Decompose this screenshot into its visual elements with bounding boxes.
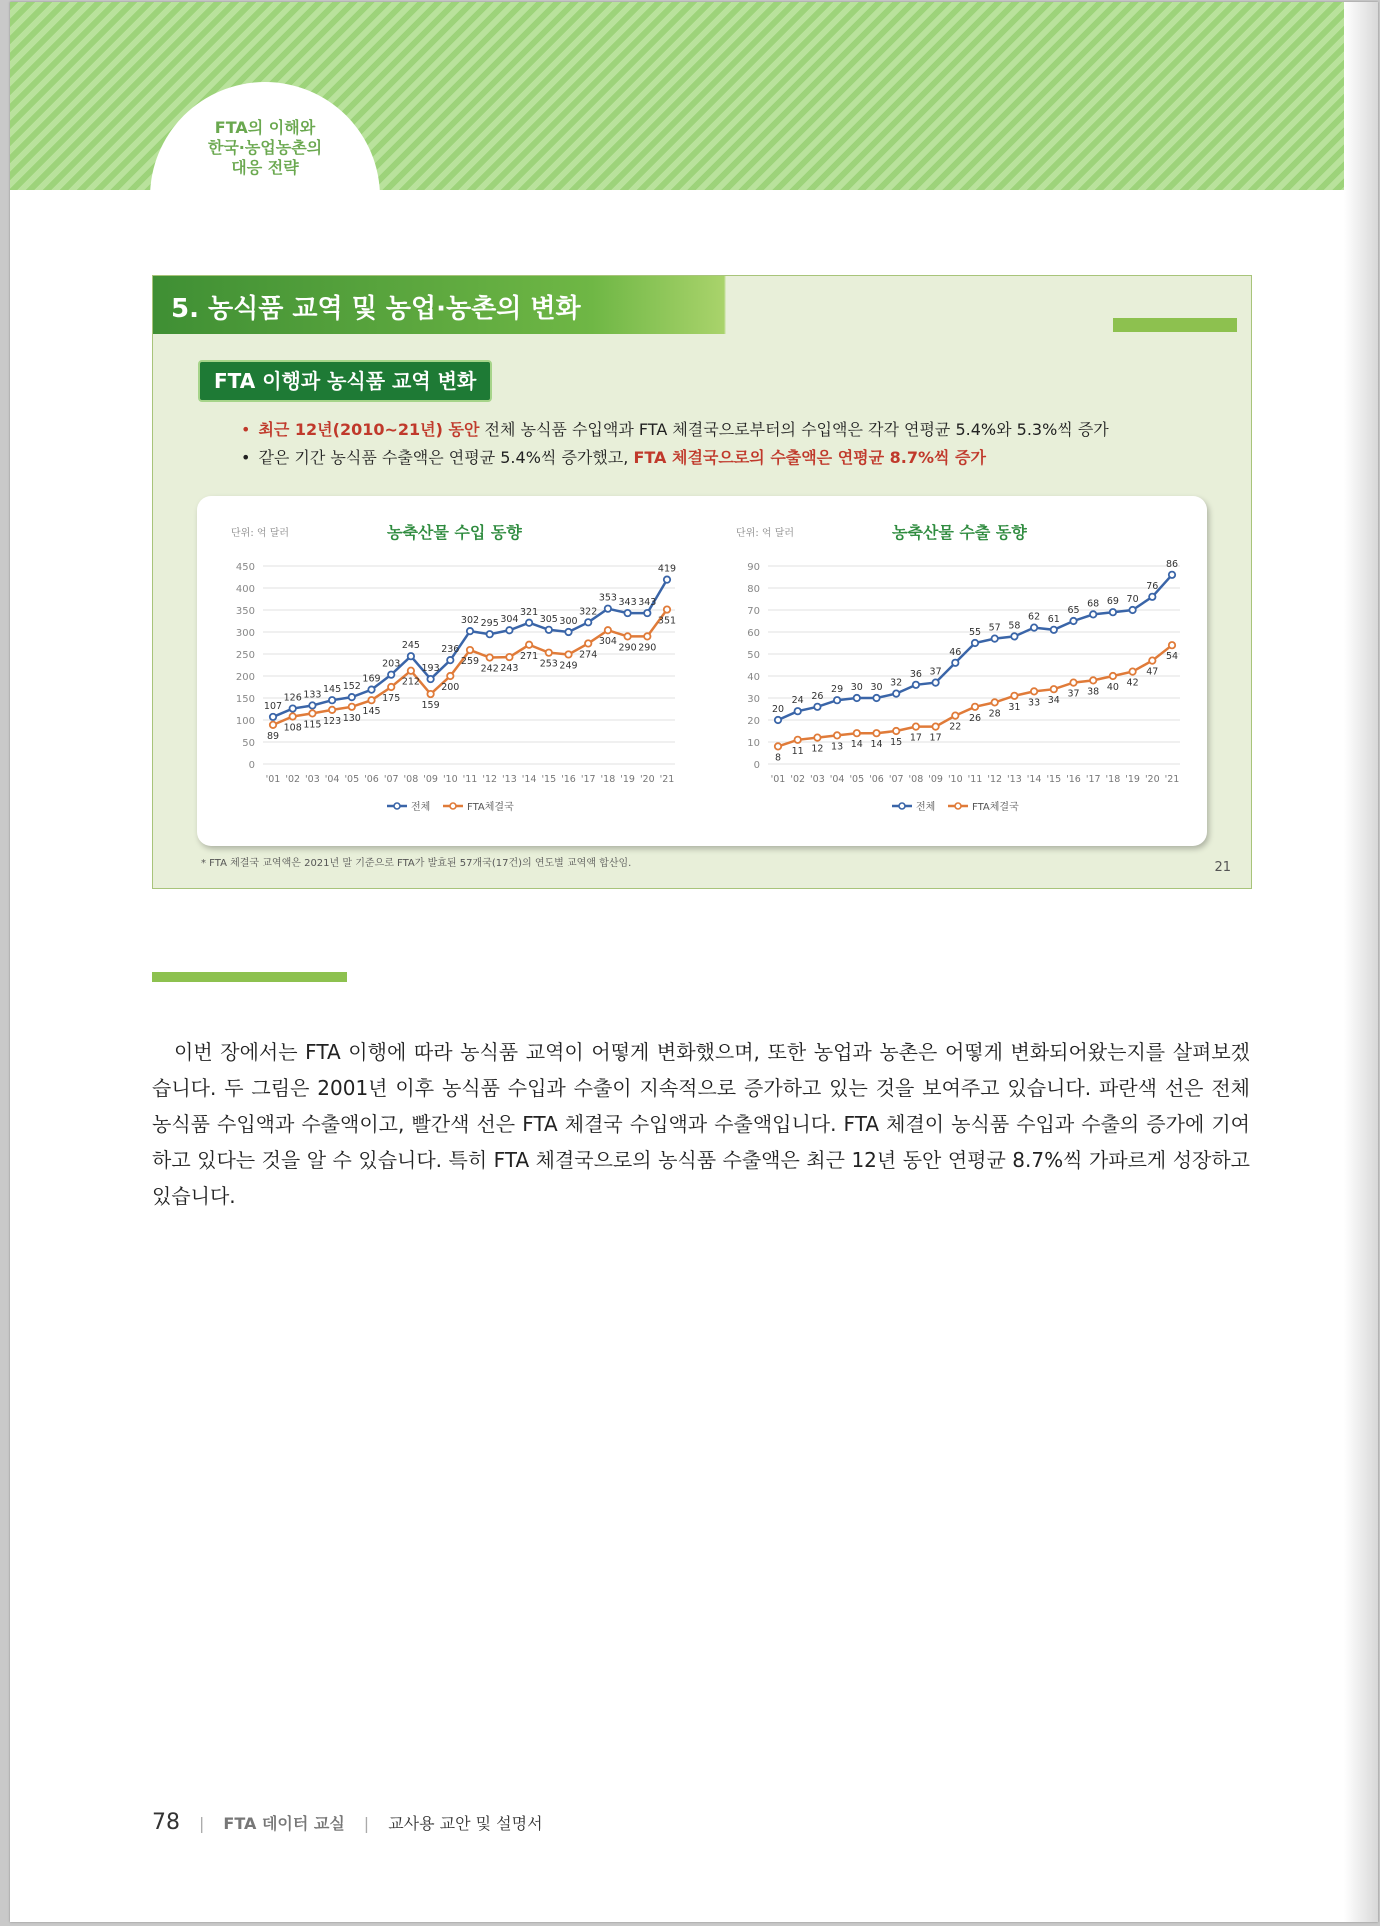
legend-label: 전체 — [916, 802, 936, 813]
x-tick-label: '21 — [659, 774, 675, 785]
data-label: 295 — [480, 618, 499, 630]
y-tick-label: 50 — [747, 650, 760, 661]
x-tick-label: '05 — [344, 774, 360, 785]
data-label: 69 — [1106, 596, 1119, 608]
data-label: 11 — [791, 745, 804, 757]
data-label: 40 — [1106, 682, 1119, 693]
data-label: 249 — [559, 660, 578, 672]
x-tick-label: '08 — [908, 774, 924, 785]
legend-marker — [955, 803, 961, 809]
y-tick-label: 70 — [747, 606, 760, 617]
data-label: 31 — [1008, 701, 1021, 713]
x-tick-label: '11 — [967, 774, 983, 785]
data-point — [1129, 668, 1135, 674]
footer-subtitle: 교사용 교안 및 설명서 — [388, 1814, 543, 1833]
y-tick-label: 0 — [248, 760, 255, 771]
chart-unit: 단위: 억 달러 — [736, 528, 795, 539]
data-label: 145 — [323, 684, 342, 696]
data-label: 259 — [460, 656, 480, 668]
data-point — [992, 699, 998, 705]
x-tick-label: '18 — [1105, 774, 1121, 785]
x-tick-label: '04 — [324, 774, 340, 785]
data-point — [664, 576, 670, 582]
data-label: 242 — [480, 663, 499, 675]
x-tick-label: '13 — [502, 774, 517, 785]
chart-title: 농축산물 수입 동향 — [387, 523, 522, 542]
x-tick-label: '09 — [423, 774, 438, 785]
x-tick-label: '04 — [829, 774, 845, 785]
y-tick-label: 30 — [747, 694, 760, 705]
data-label: 13 — [831, 741, 844, 753]
x-tick-label: '12 — [987, 774, 1003, 785]
data-point — [644, 610, 650, 616]
data-label: 76 — [1146, 580, 1159, 592]
data-point — [605, 605, 611, 611]
data-point — [814, 704, 820, 710]
data-point — [932, 679, 938, 685]
data-label: 159 — [421, 700, 440, 712]
data-point — [1031, 624, 1037, 630]
x-tick-label: '07 — [888, 774, 904, 785]
data-label: 32 — [890, 677, 903, 689]
data-point — [893, 728, 899, 734]
data-label: 36 — [909, 668, 922, 680]
data-label: 47 — [1146, 666, 1159, 678]
data-label: 37 — [929, 666, 942, 678]
data-point — [1129, 607, 1135, 613]
data-label: 26 — [811, 690, 824, 702]
data-label: 14 — [850, 739, 863, 751]
x-tick-label: '20 — [639, 774, 655, 785]
data-point — [467, 628, 473, 634]
x-tick-label: '06 — [364, 774, 379, 785]
data-label: 343 — [618, 597, 637, 609]
data-point — [854, 695, 860, 701]
data-point — [427, 676, 433, 682]
y-tick-label: 10 — [747, 738, 760, 749]
data-point — [972, 704, 978, 710]
data-point — [309, 710, 315, 716]
x-tick-label: '02 — [285, 774, 301, 785]
data-point — [1110, 673, 1116, 679]
x-tick-label: '18 — [600, 774, 616, 785]
data-point — [290, 705, 296, 711]
x-tick-label: '01 — [770, 774, 786, 785]
data-label: 30 — [870, 682, 883, 693]
data-label: 61 — [1047, 613, 1060, 625]
y-tick-label: 0 — [753, 760, 760, 771]
page-footer — [152, 1810, 543, 1835]
y-tick-label: 300 — [235, 628, 255, 639]
bullet-2: • 같은 기간 농식품 수출액은 연평균 5.4%씩 증가했고, FTA 체결국으로의 수출액은 연평균 8.7%씩 증가 — [241, 448, 986, 467]
data-label: 305 — [539, 613, 558, 625]
section-rule — [152, 972, 347, 982]
data-label: 203 — [382, 658, 401, 670]
data-point — [506, 627, 512, 633]
data-point — [329, 697, 335, 703]
y-tick-label: 350 — [235, 606, 255, 617]
data-label: 290 — [618, 642, 637, 654]
data-point — [388, 671, 394, 677]
data-label: 290 — [638, 642, 657, 654]
data-point — [1090, 677, 1096, 683]
data-label: 89 — [266, 730, 280, 742]
data-point — [329, 707, 335, 713]
data-point — [585, 619, 591, 625]
slide-title: 5. 농식품 교역 및 농업·농촌의 변화 — [171, 294, 581, 324]
data-label: 17 — [929, 732, 942, 744]
data-point — [546, 649, 552, 655]
data-label: 169 — [362, 673, 381, 685]
data-point — [664, 606, 670, 612]
data-point — [447, 657, 453, 663]
y-tick-label: 100 — [235, 716, 255, 727]
footnote: * FTA 체결국 교역액은 2021년 말 기준으로 FTA가 발효된 57개국(17건)의 연도별 교역액 합산임. — [201, 858, 632, 869]
data-label: 20 — [771, 704, 785, 715]
data-point — [487, 631, 493, 637]
data-point — [775, 743, 781, 749]
x-tick-label: '06 — [869, 774, 884, 785]
data-point — [1031, 688, 1037, 694]
data-point — [526, 620, 532, 626]
chart-title: 농축산물 수출 동향 — [892, 523, 1027, 542]
x-tick-label: '08 — [403, 774, 419, 785]
y-tick-label: 150 — [235, 694, 255, 705]
data-label: 351 — [657, 615, 677, 627]
x-tick-label: '15 — [541, 774, 557, 785]
data-point — [952, 660, 958, 666]
data-label: 33 — [1028, 697, 1041, 709]
x-tick-label: '14 — [1026, 774, 1042, 785]
data-point — [349, 694, 355, 700]
x-tick-label: '11 — [462, 774, 478, 785]
data-label: 300 — [559, 616, 578, 627]
data-label: 22 — [949, 721, 962, 733]
slide-page-number: 21 — [1214, 860, 1231, 875]
x-tick-label: '16 — [1066, 774, 1081, 785]
data-label: 34 — [1047, 695, 1060, 707]
legend-label: FTA체결국 — [972, 802, 1019, 813]
data-point — [854, 730, 860, 736]
data-label: 245 — [401, 640, 420, 652]
data-point — [913, 682, 919, 688]
data-point — [1169, 572, 1175, 578]
chapter-tab-text: FTA의 이해와 한국·농업농촌의 대응 전략 — [207, 118, 323, 177]
data-point — [1149, 657, 1155, 663]
data-label: 243 — [500, 663, 519, 675]
data-point — [1051, 627, 1057, 633]
data-label: 30 — [850, 682, 863, 693]
y-tick-label: 250 — [235, 650, 255, 661]
data-label: 130 — [342, 712, 361, 724]
footer-separator: | — [199, 1814, 205, 1833]
y-tick-label: 40 — [747, 672, 760, 683]
data-label: 200 — [441, 682, 460, 693]
data-point — [644, 633, 650, 639]
y-tick-label: 450 — [235, 562, 255, 573]
x-tick-label: '03 — [305, 774, 320, 785]
x-tick-label: '01 — [265, 774, 281, 785]
x-tick-label: '09 — [928, 774, 943, 785]
data-point — [526, 642, 532, 648]
data-point — [605, 627, 611, 633]
slide-header-bar — [1113, 318, 1237, 332]
data-point — [546, 627, 552, 633]
data-label: 46 — [949, 646, 962, 658]
data-point — [368, 697, 374, 703]
page-edge — [1344, 2, 1378, 1922]
data-label: 58 — [1008, 620, 1021, 632]
data-label: 54 — [1165, 651, 1179, 663]
data-point — [487, 654, 493, 660]
data-point — [1169, 642, 1175, 648]
x-tick-label: '15 — [1046, 774, 1062, 785]
data-label: 37 — [1067, 688, 1080, 700]
x-tick-label: '10 — [442, 774, 458, 785]
x-tick-label: '19 — [1125, 774, 1140, 785]
legend-marker — [450, 803, 456, 809]
data-label: 17 — [909, 732, 922, 744]
data-point — [427, 691, 433, 697]
data-point — [834, 697, 840, 703]
legend-label: 전체 — [411, 802, 431, 813]
data-label: 236 — [441, 644, 460, 656]
data-label: 123 — [323, 715, 342, 727]
data-label: 8 — [774, 752, 782, 764]
data-label: 322 — [579, 606, 598, 618]
y-tick-label: 400 — [235, 584, 255, 595]
data-label: 42 — [1126, 677, 1139, 689]
data-point — [873, 730, 879, 736]
data-point — [467, 647, 473, 653]
data-point — [447, 673, 453, 679]
data-label: 304 — [598, 636, 617, 648]
data-label: 57 — [988, 622, 1001, 634]
data-label: 26 — [968, 712, 982, 724]
y-tick-label: 50 — [242, 738, 255, 749]
data-point — [624, 633, 630, 639]
x-tick-label: '17 — [580, 774, 596, 785]
data-point — [290, 713, 296, 719]
data-point — [1011, 633, 1017, 639]
data-point — [1011, 693, 1017, 699]
footer-page-number: 78 — [152, 1810, 180, 1835]
data-point — [506, 654, 512, 660]
data-label: 253 — [539, 658, 558, 670]
data-point — [388, 684, 394, 690]
data-label: 29 — [831, 684, 844, 696]
data-label: 12 — [811, 743, 824, 755]
data-point — [893, 690, 899, 696]
data-label: 15 — [890, 737, 903, 748]
x-tick-label: '20 — [1144, 774, 1160, 785]
chart-unit: 단위: 억 달러 — [231, 528, 290, 539]
data-point — [873, 695, 879, 701]
data-point — [309, 702, 315, 708]
data-label: 65 — [1067, 605, 1080, 616]
footer-separator: | — [363, 1814, 370, 1833]
data-label: 152 — [342, 681, 361, 693]
data-label: 68 — [1087, 598, 1100, 610]
data-point — [775, 717, 781, 723]
y-tick-label: 90 — [747, 562, 760, 573]
data-point — [408, 653, 414, 659]
data-label: 193 — [421, 663, 440, 675]
data-point — [795, 708, 801, 714]
x-tick-label: '02 — [790, 774, 806, 785]
data-label: 321 — [520, 606, 539, 618]
data-point — [795, 737, 801, 743]
bullet-1: • 최근 12년(2010~21년) 동안 전체 농식품 수입액과 FTA 체결국으로부터의 수입액은 각각 연평균 5.4%와 5.3%씩 증가 — [241, 420, 1109, 439]
x-tick-label: '21 — [1164, 774, 1180, 785]
x-tick-label: '05 — [849, 774, 865, 785]
data-point — [1051, 686, 1057, 692]
data-point — [992, 635, 998, 641]
x-tick-label: '10 — [947, 774, 963, 785]
data-label: 55 — [968, 627, 982, 638]
slide — [152, 275, 1252, 889]
data-point — [349, 704, 355, 710]
x-tick-label: '12 — [482, 774, 498, 785]
data-label: 343 — [638, 597, 657, 609]
series-line-fta — [778, 645, 1172, 746]
legend-marker — [394, 803, 400, 809]
data-point — [1090, 611, 1096, 617]
data-label: 419 — [657, 563, 677, 575]
y-tick-label: 60 — [747, 628, 760, 639]
x-tick-label: '19 — [620, 774, 635, 785]
data-label: 133 — [303, 689, 322, 701]
y-tick-label: 20 — [747, 716, 760, 727]
legend-marker — [899, 803, 905, 809]
data-label: 175 — [382, 693, 401, 704]
data-label: 353 — [598, 592, 617, 604]
data-point — [565, 651, 571, 657]
data-point — [270, 722, 276, 728]
data-label: 28 — [988, 708, 1001, 720]
data-label: 107 — [263, 700, 283, 712]
y-tick-label: 200 — [235, 672, 255, 683]
y-tick-label: 80 — [747, 584, 760, 595]
data-point — [1070, 618, 1076, 624]
data-point — [814, 734, 820, 740]
x-tick-label: '07 — [383, 774, 399, 785]
export-chart — [702, 496, 1207, 846]
data-point — [913, 723, 919, 729]
data-point — [932, 723, 938, 729]
x-tick-label: '03 — [810, 774, 825, 785]
data-label: 302 — [460, 615, 480, 627]
data-point — [1070, 679, 1076, 685]
data-label: 126 — [283, 692, 302, 704]
data-label: 86 — [1165, 558, 1179, 570]
chart-container — [197, 496, 1207, 846]
section-pill: FTA 이행과 농식품 교역 변화 — [198, 360, 492, 402]
data-point — [270, 714, 276, 720]
data-label: 62 — [1028, 611, 1041, 623]
x-tick-label: '14 — [521, 774, 537, 785]
data-label: 38 — [1087, 686, 1100, 698]
data-point — [972, 640, 978, 646]
data-point — [952, 712, 958, 718]
data-label: 70 — [1126, 594, 1139, 605]
x-tick-label: '16 — [561, 774, 576, 785]
bullet-list — [241, 416, 1109, 472]
data-point — [624, 610, 630, 616]
page — [10, 2, 1378, 1922]
data-label: 271 — [520, 650, 539, 662]
data-point — [834, 732, 840, 738]
data-point — [368, 686, 374, 692]
data-point — [585, 640, 591, 646]
data-point — [565, 629, 571, 635]
data-label: 274 — [579, 649, 598, 661]
data-label: 145 — [362, 706, 381, 718]
data-label: 304 — [500, 614, 519, 626]
data-point — [408, 668, 414, 674]
legend-label: FTA체결국 — [467, 802, 514, 813]
data-point — [1110, 609, 1116, 615]
footer-book-title: FTA 데이터 교실 — [223, 1814, 345, 1833]
data-label: 212 — [401, 676, 420, 688]
x-tick-label: '13 — [1007, 774, 1022, 785]
x-tick-label: '17 — [1085, 774, 1101, 785]
body-paragraph: 이번 장에서는 FTA 이행에 따라 농식품 교역이 어떻게 변화했으며, 또한 농업과 농촌은 어떻게 변화되어왔는지를 살펴보겠습니다. 두 그림은 2001년 이후 농식품 수입과 수출이 지속적으로 증가하고 있는 것을 보여주고 있습니다. 파란색 선은 전체 농식품 수입액과 수출액이고, 빨간색 선은 FTA 체결국 수입액과 수출액입니다. FTA 체결이 농식품 수입과 수출의 증가에 기여하고 있다는 것을 알 수 있습니다. 특히 FTA 체결국으로의 농식품 수출액은 최근 12년 동안 연평균 8.7%씩 가파르게 성장하고 있습니다. — [152, 1040, 1250, 1208]
data-label: 24 — [791, 695, 804, 707]
data-label: 14 — [870, 739, 883, 751]
data-label: 115 — [303, 719, 322, 731]
data-label: 108 — [283, 722, 302, 734]
import-chart — [197, 496, 702, 846]
data-point — [1149, 594, 1155, 600]
